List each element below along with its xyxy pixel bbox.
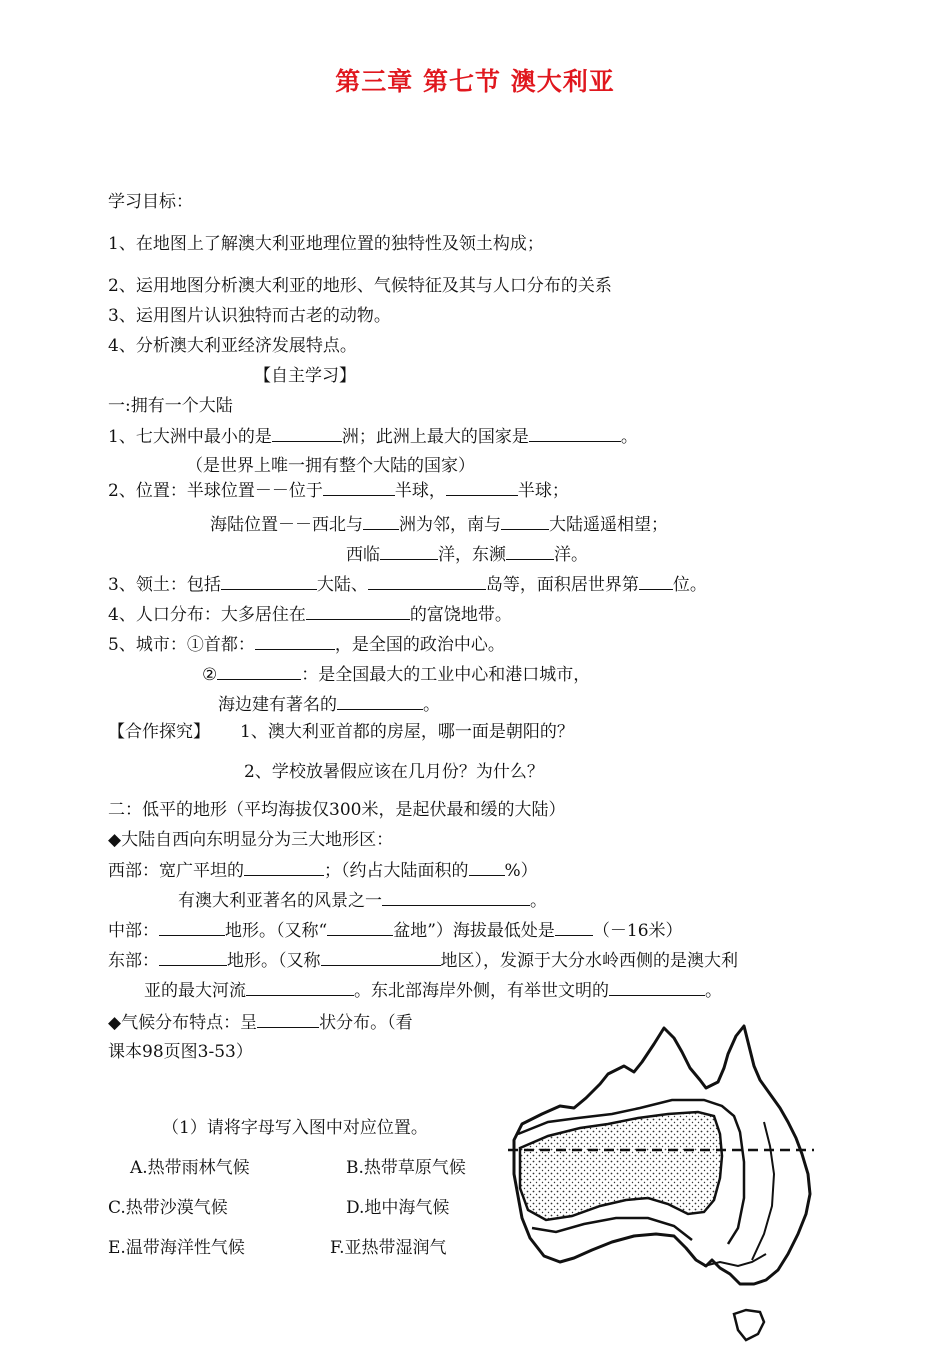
question-5-landmark: 海边建有著名的 。 [218,692,440,717]
blank [159,948,227,966]
blank [446,478,518,496]
section-1-heading: 一:拥有一个大陆 [108,396,233,416]
question-4: 4、人口分布：大多居住在 的富饶地带。 [108,602,512,627]
blank [506,542,554,560]
terrain-east-rivers: 亚的最大河流 。东北部海岸外侧，有举世文明的 。 [144,978,722,1003]
option-c: C.热带沙漠气候 [108,1198,228,1218]
objective-1: 1、在地图上了解澳大利亚地理位置的独特性及领土构成； [108,234,544,254]
page-title: 第三章 第七节 澳大利亚 [335,67,615,96]
objectives-heading: 学习目标： [108,192,193,212]
blank [368,572,486,590]
blank [217,662,301,680]
blank [609,978,705,996]
tasmania-island [734,1310,764,1340]
cooperative-label: 【合作探究】 [108,722,210,742]
option-d: D.地中海气候 [346,1198,450,1218]
question-2-oceans: 西临 洋，东濒 洋。 [346,542,588,567]
question-1: 1、七大洲中最小的是 洲；此洲上最大的国家是 。 [108,424,638,449]
terrain-east: 东部： 地形。（又称 地区），发源于大分水岭西侧的是澳大利 [108,948,738,973]
australia-climate-map [508,1022,816,1344]
question-2-sea-land: 海陆位置－－西北与 洲为邻，南与 大陆遥遥相望； [210,512,668,537]
question-2: 2、位置：半球位置－－位于 半球， 半球； [108,478,569,503]
climate-reference: 课本98页图3-53） [108,1042,253,1062]
question-5: 5、城市：①首都： ，是全国的政治中心。 [108,632,505,657]
self-study-heading: 【自主学习】 [254,366,356,386]
climate-task: （1）请将字母写入图中对应位置。 [162,1118,428,1138]
blank [306,602,410,620]
option-f: F.亚热带湿润气 [330,1238,447,1258]
objective-2: 2、运用地图分析澳大利亚的地形、气候特征及其与人口分布的关系 [108,276,612,296]
objective-4: 4、分析澳大利亚经济发展特点。 [108,336,357,356]
blank [272,424,342,442]
section-2-heading: 二：低平的地形（平均海拔仅300米，是起伏最和缓的大陆） [108,800,566,820]
option-e: E.温带海洋性气候 [108,1238,245,1258]
blank [321,948,441,966]
blank [380,542,438,560]
blank [257,1010,319,1028]
terrain-west-scenery: 有澳大利亚著名的风景之一 。 [178,888,547,913]
blank [639,572,673,590]
blank [327,918,393,936]
cooperative-question-1: 【合作探究】 1、澳大利亚首都的房屋，哪一面是朝阳的？ [108,722,574,742]
objective-3: 3、运用图片认识独特而古老的动物。 [108,306,391,326]
climate-feature: ◆气候分布特点：呈 状分布。（看 [108,1010,413,1035]
blank [323,478,395,496]
cooperative-question-2: 2、学校放暑假应该在几月份？为什么？ [244,762,544,782]
blank [363,512,399,530]
blank [244,858,324,876]
question-5-city: ② ：是全国最大的工业中心和港口城市， [202,662,590,687]
terrain-west: 西部：宽广平坦的 ；（约占大陆面积的 %） [108,858,538,883]
question-1-note: （是世界上唯一拥有整个大陆的国家） [186,456,475,476]
blank [501,512,549,530]
blank [382,888,530,906]
blank [529,424,621,442]
blank [555,918,593,936]
question-3: 3、领土：包括 大陆、 岛等，面积居世界第 位。 [108,572,707,597]
blank [255,632,335,650]
terrain-middle: 中部： 地形。（又称“ 盆地”）海拔最低处是 （－16米） [108,918,683,943]
option-b: B.热带草原气候 [346,1158,466,1178]
option-a: A.热带雨林气候 [130,1158,250,1178]
blank [469,858,505,876]
blank [246,978,354,996]
blank [159,918,225,936]
blank [337,692,423,710]
blank [221,572,317,590]
terrain-intro: ◆大陆自西向东明显分为三大地形区： [108,830,394,850]
